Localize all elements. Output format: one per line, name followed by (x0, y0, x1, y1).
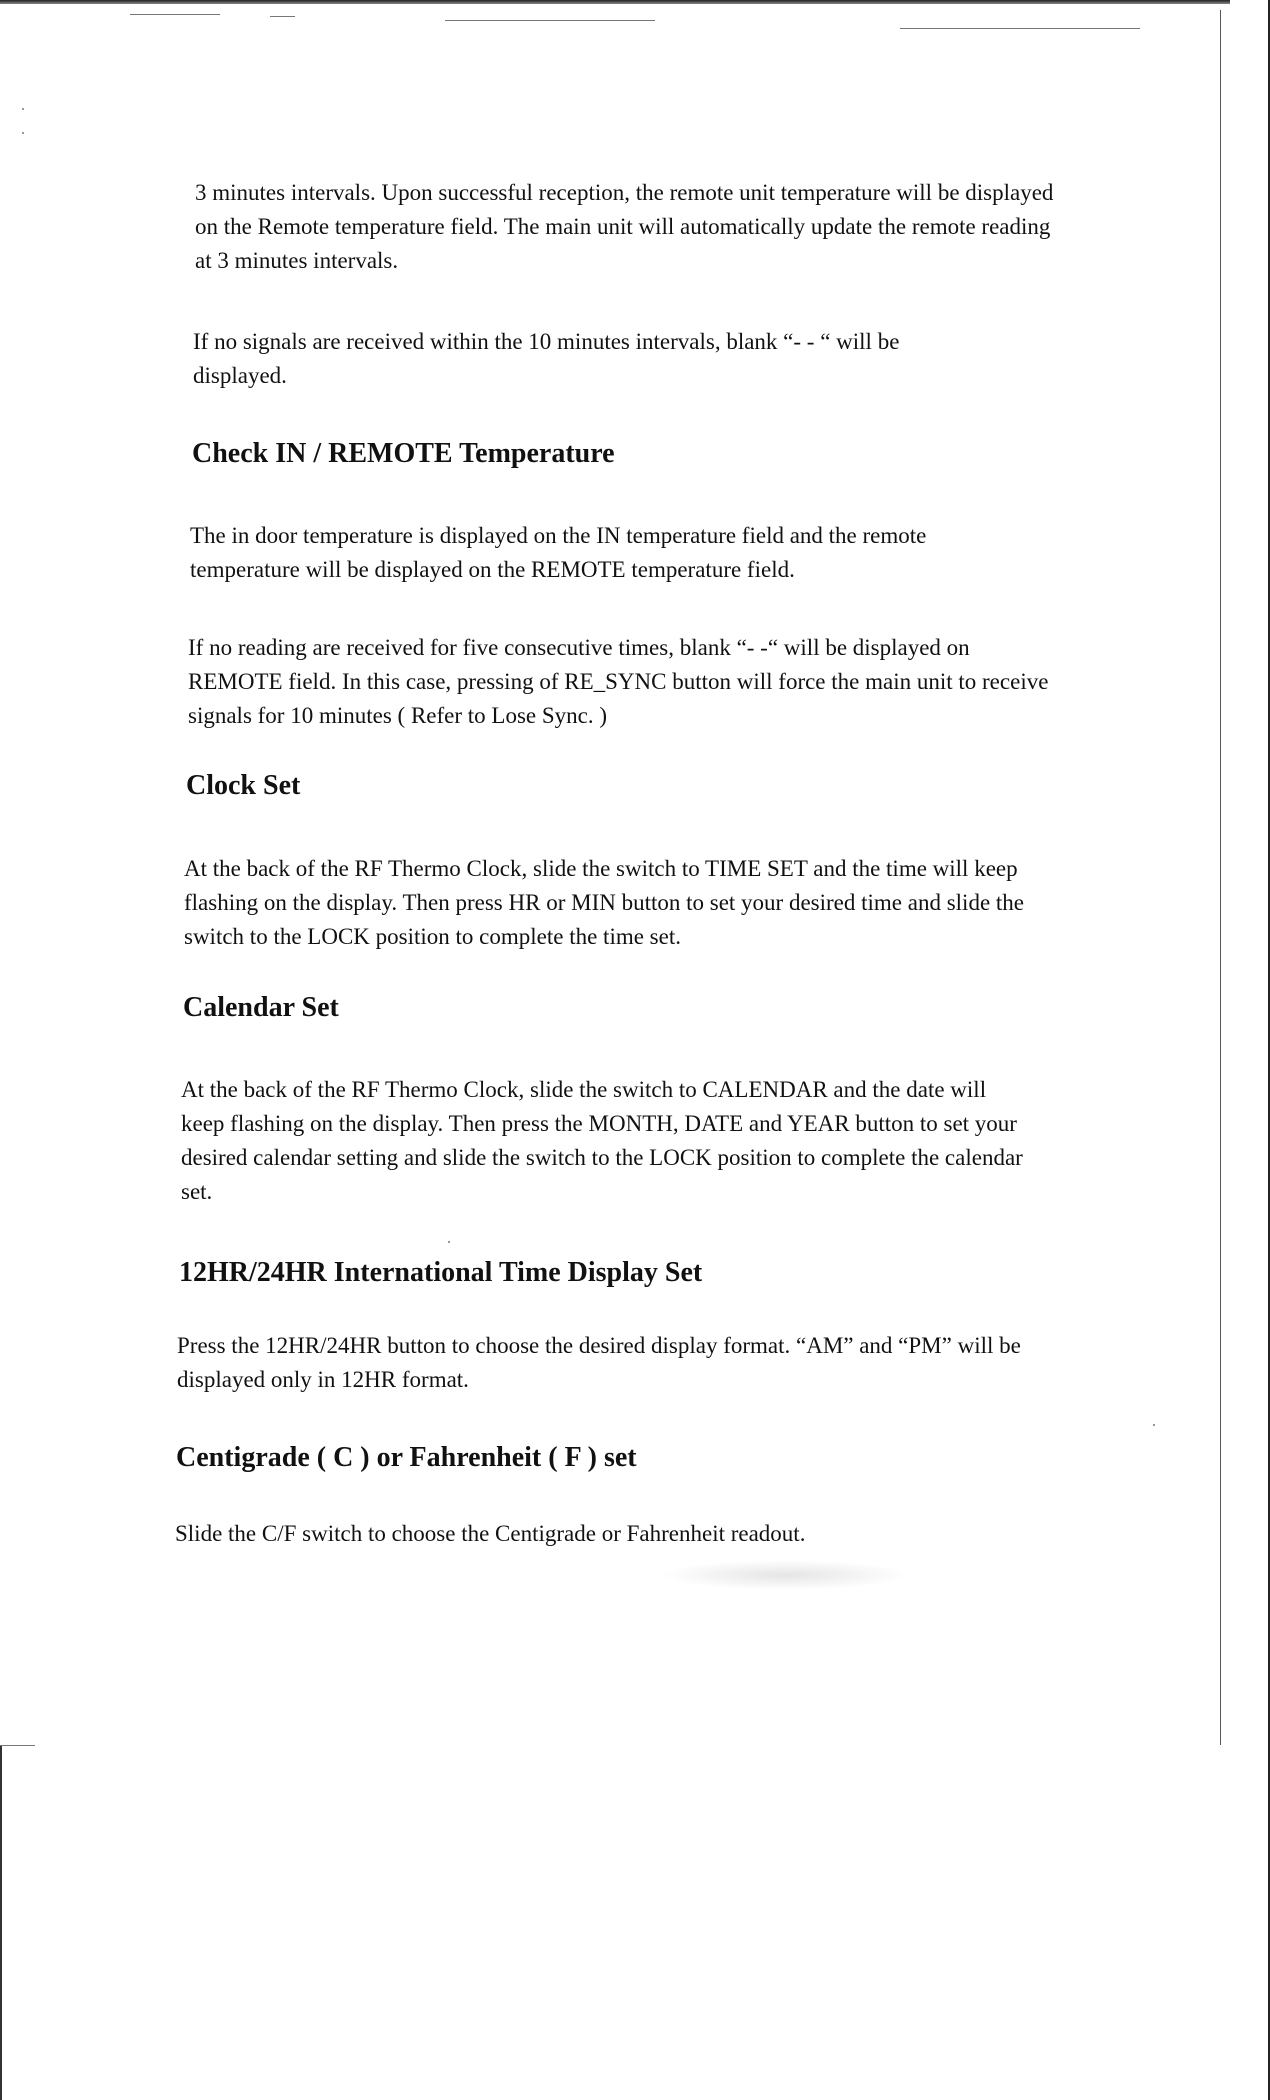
scan-line-right (1220, 10, 1221, 1745)
check-in-remote-heading: Check IN / REMOTE Temperature (192, 438, 615, 469)
calendar-set-heading: Calendar Set (183, 992, 339, 1023)
scan-edge-top (0, 0, 1230, 4)
scan-dash (0, 1745, 35, 1746)
clock-set-heading: Clock Set (186, 770, 301, 801)
scan-line-left (0, 1745, 2, 2100)
cf-set-paragraph: Slide the C/F switch to choose the Centigrade or Fahrenheit readout. (175, 1521, 806, 1546)
scan-dash (130, 14, 220, 15)
time-display-set-heading: 12HR/24HR International Time Display Set (179, 1257, 703, 1288)
scan-dash (445, 20, 655, 21)
check-in-remote-paragraph-1: The in door temperature is displayed on the IN temperature field and the remote temperature will be displayed on the REMOTE temperature field. (190, 523, 927, 582)
scan-dot (448, 1241, 450, 1243)
time-display-set-paragraph: Press the 12HR/24HR button to choose the desired display format. “AM” and “PM” will be displayed only in 12HR format. (177, 1333, 1021, 1392)
scan-smudge (660, 1560, 910, 1590)
scan-dash (270, 16, 295, 17)
check-in-remote-paragraph-2: If no reading are received for five consecutive times, blank “- -“ will be displayed on REMOTE field. In this case, pressing of RE_SYNC button will force the main unit to receive signals for 10 minutes ( Refer to Lose Sync. ) (188, 635, 1049, 728)
clock-set-paragraph: At the back of the RF Thermo Clock, slide the switch to TIME SET and the time will keep flashing on the display. Then press HR or MIN button to set your desired time and slide the switch to the LOCK position to complete the time set. (184, 856, 1025, 949)
intro-paragraph: 3 minutes intervals. Upon successful reception, the remote unit temperature will be displayed on the Remote temperature field. The main unit will automatically update the remote reading at 3 minutes intervals. (195, 180, 1054, 273)
no-signal-paragraph: If no signals are received within the 10 minutes intervals, blank “- - “ will be displayed. (193, 329, 900, 388)
scan-dot (22, 108, 24, 110)
cf-set-heading: Centigrade ( C ) or Fahrenheit ( F ) set (176, 1442, 637, 1473)
scan-dot (1153, 1424, 1155, 1426)
calendar-set-paragraph: At the back of the RF Thermo Clock, slide the switch to CALENDAR and the date will keep flashing on the display. Then press the MONTH, DATE and YEAR button to set your desired calendar setting and slide the switch to the LOCK position to complete the calendar set. (181, 1077, 1023, 1204)
scan-dash (900, 28, 1140, 29)
scan-dot (22, 132, 24, 134)
